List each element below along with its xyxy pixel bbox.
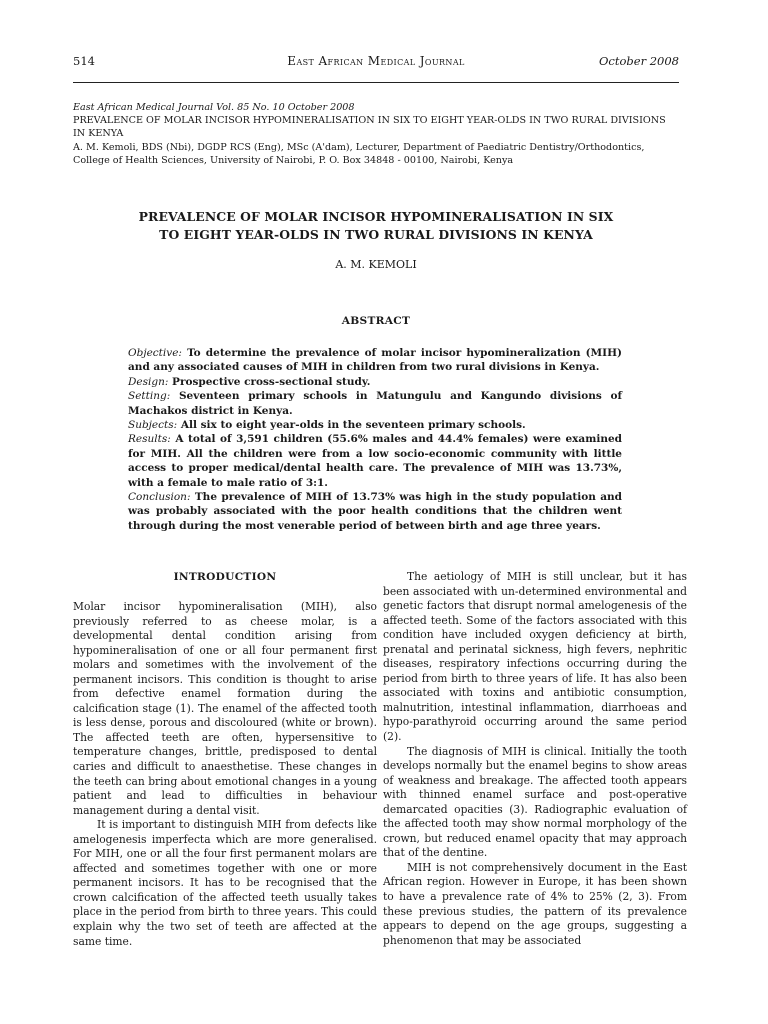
citation-block bbox=[73, 101, 679, 167]
article-title-line2: TO EIGHT YEAR-OLDS IN TWO RURAL DIVISIONS IN KENYA bbox=[159, 226, 593, 242]
article-title-line1: PREVALENCE OF MOLAR INCISOR HYPOMINERALISATION IN SIX bbox=[138, 209, 614, 224]
abstract-subjects: Subjects: All six to eight year-olds in the seventeen primary schools. bbox=[128, 419, 526, 432]
citation-title: PREVALENCE OF MOLAR INCISOR HYPOMINERALISATION IN SIX TO EIGHT YEAR-OLDS IN TWO RURAL DIVISIONS IN KENYA bbox=[73, 115, 666, 140]
citation-journal: East African Medical Journal Vol. 85 No. 10 October 2008 bbox=[73, 102, 355, 113]
right-column bbox=[383, 570, 687, 948]
abstract-objective: Objective: To determine the prevalence of molar incisor hypomineralization (MIH) and any associated causes of MIH in children from two rural divisions in Kenya. bbox=[128, 347, 622, 374]
paragraph: MIH is not comprehensively document in the East African region. However in Europe, it has been shown to have a prevalence rate of 4% to 25% (2, 3). From these previous studies, the pattern of its prevalence appears to depend on the age groups, suggesting a phenomenon that may be associated bbox=[383, 860, 687, 947]
citation-author: A. M. Kemoli, BDS (Nbi), DGDP RCS (Eng), MSc (A'dam), Lecturer, Department of Paediatric Dentistry/Orthodontics, College of Health Sciences, University of Nairobi, P. O. Box 34848 - 00100, Nairobi, Kenya bbox=[73, 141, 645, 166]
paragraph: Molar incisor hypomineralisation (MIH), also previously referred to as cheese molar, is a developmental dental condition arising from hypomineralisation of one or all four permanent first molars and sometimes with the involvement of the permanent incisors. This condition is thought to arise from defective enamel formation during the calcification stage (1). The enamel of the affected tooth is less dense, porous and discoloured (white or brown). The affected teeth are often, hypersensitive to temperature changes, brittle, predisposed to dental caries and difficult to anaesthetise. These changes in the teeth can bring about emotional changes in a young patient and lead to difficulties in behaviour management during a dental visit. bbox=[73, 600, 377, 817]
abstract-body bbox=[128, 346, 622, 533]
abstract-design: Design: Prospective cross-sectional study. bbox=[128, 375, 371, 388]
running-head bbox=[73, 54, 679, 72]
page-number: 514 bbox=[73, 54, 95, 68]
abstract-conclusion: Conclusion: The prevalence of MIH of 13.73% was high in the study population and was probably associated with the poor health conditions that the children went through during the most venerable period of between birth and age three years. bbox=[128, 491, 622, 532]
header-rule bbox=[73, 82, 679, 83]
paragraph: The diagnosis of MIH is clinical. Initially the tooth develops normally but the enamel begins to show areas of weakness and breakage. The affected tooth appears with thinned enamel surface and post-operative demarcated opacities (3). Radiographic evaluation of the affected tooth may show normal morphology of the crown, but reduced enamel opacity that may approach that of the dentine. bbox=[383, 744, 687, 860]
article-author: A. M. KEMOLI bbox=[335, 258, 417, 271]
left-column bbox=[73, 570, 377, 949]
paragraph: It is important to distinguish MIH from defects like amelogenesis imperfecta which are more generalised. For MIH, one or all the four first permanent molars are affected and sometimes together with one or more permanent incisors. It has to be recognised that the crown calcification of the affected teeth usually takes place in the period from birth to three years. This could explain why the two set of teeth are affected at the same time. bbox=[73, 818, 377, 948]
issue-date: October 2008 bbox=[598, 54, 679, 68]
article-title bbox=[73, 208, 679, 243]
introduction-heading: INTRODUCTION bbox=[173, 571, 277, 583]
abstract-setting: Setting: Seventeen primary schools in Matungulu and Kangundo divisions of Machakos district in Kenya. bbox=[128, 390, 622, 417]
abstract-heading: ABSTRACT bbox=[341, 315, 411, 327]
abstract-results: Results: A total of 3,591 children (55.6% males and 44.4% females) were examined for MIH. All the children were from a low socio-economic community with little access to proper medical/dental health care. The prevalence of MIH was 13.73%, with a female to male ratio of 3:1. bbox=[128, 433, 622, 489]
paragraph: The aetiology of MIH is still unclear, but it has been associated with un-determined environmental and genetic factors that disrupt normal amelogenesis of the affected teeth. Some of the factors associated with this condition have included oxygen deficiency at birth, prenatal and perinatal sickness, high fevers, nephritic diseases, respiratory infections occurring during the period from birth to three years of life. It has also been associated with toxins and antibiotic consumption, malnutrition, intestinal inflammation, diarrhoeas and hypo-parathyroid occurring around the same period (2). bbox=[383, 570, 687, 744]
journal-name: East African Medical Journal bbox=[287, 54, 465, 68]
